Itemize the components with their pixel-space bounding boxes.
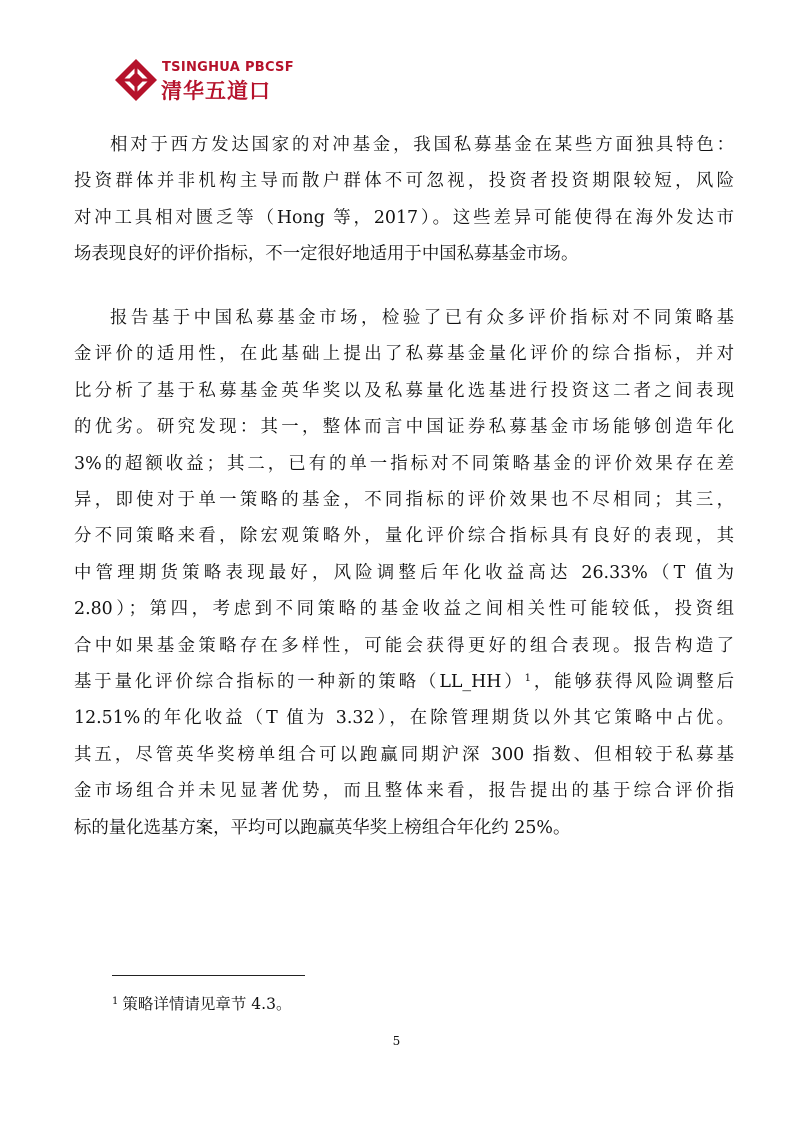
paragraph-2-line: 比分析了基于私募基金英华奖以及私募量化选基进行投资这二者之间表现 xyxy=(74,380,734,401)
paragraph-2-line: 12.51%的年化收益（T 值为 3.32），在除管理期货以外其它策略中占优。 xyxy=(74,708,734,729)
paragraph-2-line: 标的量化选基方案，平均可以跑赢英华奖上榜组合年化约 25%。 xyxy=(74,817,571,838)
line-text-before-footnote: 基于量化评价综合指标的一种新的策略（LL_HH） xyxy=(74,672,525,693)
paragraph-1-line: 相对于西方发达国家的对冲基金，我国私募基金在某些方面独具特色： xyxy=(110,135,734,155)
pbcsf-emblem-icon xyxy=(114,58,158,102)
paragraph-2-line: 金评价的适用性，在此基础上提出了私募基金量化评价的综合指标，并对 xyxy=(74,344,734,365)
page-number: 5 xyxy=(392,1034,401,1048)
paragraph-2-line: 合中如果基金策略存在多样性，可能会获得更好的组合表现。报告构造了 xyxy=(74,635,734,656)
footnote-marker: 1 xyxy=(112,996,119,1007)
paragraph-2-line: 其五，尽管英华奖榜单组合可以跑赢同期沪深 300 指数、但相较于私募基 xyxy=(74,744,734,765)
footnote xyxy=(112,992,291,1014)
footnote-reference[interactable]: 1 xyxy=(524,673,532,685)
paragraph-2-line: 金市场组合并未见显著优势，而且整体来看，报告提出的基于综合评价指 xyxy=(74,781,734,802)
paragraph-2 xyxy=(74,300,734,846)
paragraph-2-line: 分不同策略来看，除宏观策略外，量化评价综合指标具有良好的表现，其 xyxy=(74,526,734,547)
logo-english-text: TSINGHUA PBCSF xyxy=(162,60,294,75)
paragraph-2-line: 2.80）；第四，考虑到不同策略的基金收益之间相关性可能较低，投资组 xyxy=(74,599,734,620)
logo-chinese-text: 清华五道口 xyxy=(161,79,271,103)
paragraph-1-line: 对冲工具相对匮乏等（Hong 等，2017）。这些差异可能使得在海外发达市 xyxy=(74,207,734,228)
footnote-text: 策略详情请见章节 4.3。 xyxy=(122,995,292,1013)
paragraph-2-line-with-footnote xyxy=(74,664,734,700)
paragraph-2-line: 异，即使对于单一策略的基金，不同指标的评价效果也不尽相同；其三， xyxy=(74,490,734,511)
line-text-after-footnote: ，能够获得风险调整后 xyxy=(531,672,734,693)
paragraph-1 xyxy=(74,127,734,273)
header-logo xyxy=(114,58,314,102)
paragraph-2-line: 中管理期货策略表现最好，风险调整后年化收益高达 26.33%（T 值为 xyxy=(74,562,734,583)
paragraph-2-line: 的优劣。研究发现：其一，整体而言中国证券私募基金市场能够创造年化 xyxy=(74,417,734,438)
paragraph-2-line: 报告基于中国私募基金市场，检验了已有众多评价指标对不同策略基 xyxy=(110,308,734,328)
paragraph-2-line: 3%的超额收益；其二，已有的单一指标对不同策略基金的评价效果存在差 xyxy=(74,453,734,474)
paragraph-1-line: 场表现良好的评价指标，不一定很好地适用于中国私募基金市场。 xyxy=(74,244,579,265)
footnote-divider xyxy=(112,975,305,976)
paragraph-1-line: 投资群体并非机构主导而散户群体不可忽视，投资者投资期限较短，风险 xyxy=(74,171,734,192)
